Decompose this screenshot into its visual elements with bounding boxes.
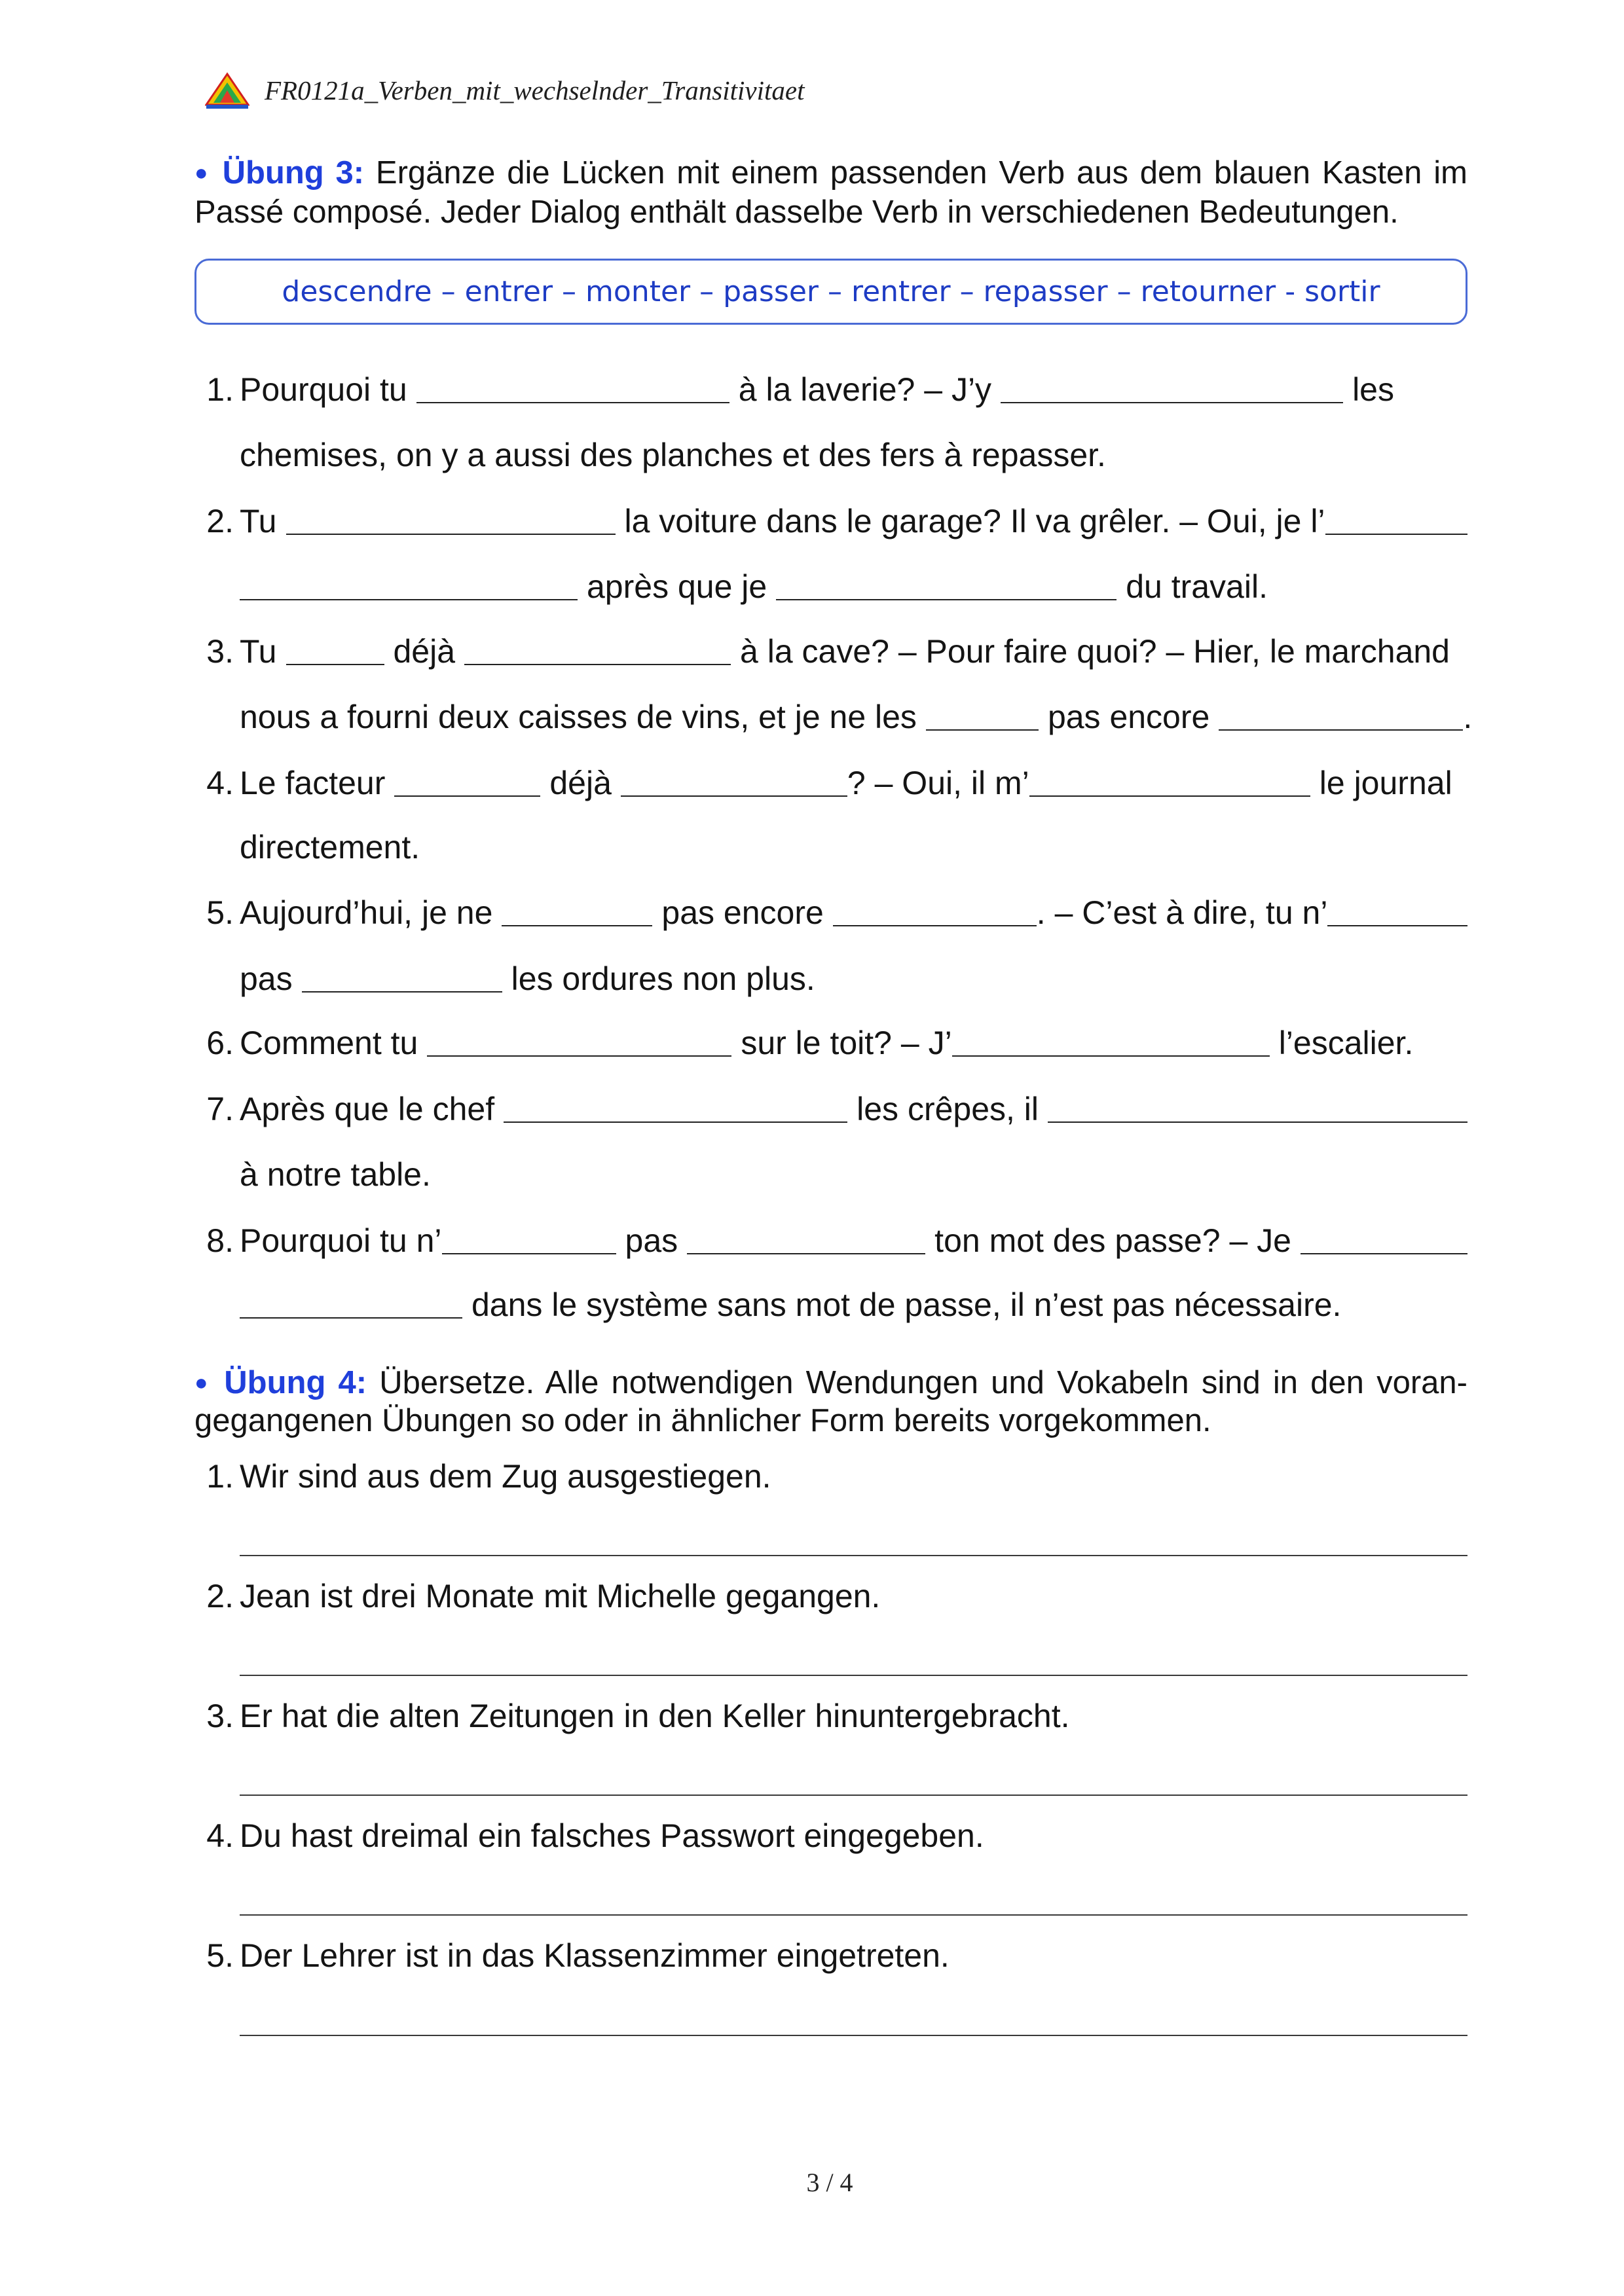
item-text: l’escalier. bbox=[1278, 1025, 1414, 1061]
translation-sentence bbox=[240, 1816, 984, 1855]
item-text: Après que le chef bbox=[240, 1091, 495, 1127]
translation-sentence bbox=[240, 1936, 950, 1975]
item-text: après que je bbox=[587, 568, 767, 605]
answer-blank bbox=[1301, 1253, 1467, 1254]
exercise4-instruction-1: Übersetze. Alle notwendigen Wendungen und Vokabeln sind in den voran- bbox=[379, 1365, 1467, 1400]
answer-blank bbox=[442, 1253, 616, 1254]
item-text: Le facteur bbox=[240, 765, 386, 801]
item-text: Tu bbox=[240, 503, 277, 539]
item-number: 4. bbox=[206, 765, 234, 801]
item-text: pas encore bbox=[661, 894, 824, 931]
answer-blank bbox=[416, 402, 729, 403]
item-5-line-2 bbox=[240, 959, 815, 998]
verb-box bbox=[194, 259, 1467, 325]
item-1-line-1 bbox=[240, 370, 1394, 409]
item-text: sur le toit? – J’ bbox=[741, 1025, 952, 1061]
item-text: Er hat die alten Zeitungen in den Keller hinuntergebracht. bbox=[240, 1698, 1070, 1734]
answer-blank bbox=[833, 925, 1037, 926]
exercise4-instruction-2: gegangenen Übungen so oder in ähnlicher Form bereits vorgekommen. bbox=[194, 1403, 1211, 1438]
item-number: 2. bbox=[206, 503, 234, 539]
translation-sentence bbox=[240, 1457, 771, 1496]
answer-blank bbox=[1325, 534, 1467, 535]
answer-blank bbox=[502, 925, 652, 926]
answer-blank bbox=[1001, 402, 1343, 403]
item-number: 1. bbox=[206, 371, 234, 408]
item-text: chemises, on y a aussi des planches et des fers à repasser. bbox=[240, 437, 1106, 473]
exercise4-label: Übung 4: bbox=[224, 1365, 367, 1400]
answer-blank bbox=[240, 1317, 462, 1319]
item-3-line-2 bbox=[240, 697, 1472, 737]
answer-blank bbox=[1219, 729, 1463, 731]
item-number: 8. bbox=[206, 1222, 234, 1259]
exercise4-heading-line1 bbox=[194, 1364, 1467, 1405]
page-number: 3 / 4 bbox=[806, 2168, 853, 2197]
item-text: déjà bbox=[393, 633, 456, 670]
item-number: 4. bbox=[206, 1817, 234, 1854]
answer-blank bbox=[1029, 795, 1310, 797]
answer-blank bbox=[240, 599, 578, 600]
item-text: pas encore bbox=[1047, 699, 1210, 735]
item-number: 5. bbox=[206, 1937, 234, 1974]
bullet-icon: ● bbox=[194, 1370, 212, 1395]
item-text: à la laverie? – J’y bbox=[738, 371, 992, 408]
answer-blank bbox=[427, 1055, 731, 1057]
item-text: Aujourd’hui, je ne bbox=[240, 894, 493, 931]
item-text: ton mot des passe? – Je bbox=[934, 1222, 1291, 1259]
item-text: Comment tu bbox=[240, 1025, 418, 1061]
item-5-line-1 bbox=[240, 893, 1467, 932]
item-text: Pourquoi tu bbox=[240, 371, 407, 408]
answer-blank bbox=[952, 1055, 1270, 1057]
item-number: 2. bbox=[206, 1578, 234, 1614]
answer-blank bbox=[302, 991, 502, 993]
answer-blank bbox=[687, 1253, 925, 1254]
answer-blank bbox=[926, 729, 1039, 731]
item-text: la voiture dans le garage? Il va grêler. – Oui, je l’ bbox=[624, 503, 1325, 539]
item-text: les bbox=[1352, 371, 1394, 408]
item-text: Der Lehrer ist in das Klassenzimmer eingetreten. bbox=[240, 1937, 950, 1974]
item-text: le journal bbox=[1319, 765, 1452, 801]
answer-blank bbox=[1048, 1121, 1467, 1123]
item-7-line-1 bbox=[240, 1089, 1467, 1129]
item-number: 3. bbox=[206, 1698, 234, 1734]
item-number: 3. bbox=[206, 633, 234, 670]
item-text: du travail. bbox=[1126, 568, 1268, 605]
item-3-line-1 bbox=[240, 632, 1450, 671]
item-text: Pourquoi tu n’ bbox=[240, 1222, 442, 1259]
item-8-line-1 bbox=[240, 1221, 1467, 1260]
item-4-line-2 bbox=[240, 828, 420, 867]
item-number: 7. bbox=[206, 1091, 234, 1127]
answer-line bbox=[240, 1675, 1467, 1676]
exercise3-label: Übung 3: bbox=[222, 155, 365, 191]
answer-blank bbox=[286, 664, 384, 665]
item-text: Du hast dreimal ein falsches Passwort eingegeben. bbox=[240, 1817, 984, 1854]
translation-sentence bbox=[240, 1696, 1070, 1736]
item-text: les crêpes, il bbox=[857, 1091, 1039, 1127]
item-text: déjà bbox=[549, 765, 612, 801]
exercise3-heading-line2 bbox=[194, 193, 1467, 231]
answer-blank bbox=[1327, 925, 1467, 926]
item-8-line-2 bbox=[240, 1285, 1341, 1324]
item-text: à la cave? – Pour faire quoi? – Hier, le marchand bbox=[740, 633, 1450, 670]
item-text: nous a fourni deux caisses de vins, et je ne les bbox=[240, 699, 917, 735]
item-text: Tu bbox=[240, 633, 277, 670]
exercise3-instruction-1: Ergänze die Lücken mit einem passenden Verb aus dem blauen Kasten im bbox=[375, 155, 1467, 191]
answer-line bbox=[240, 1555, 1467, 1556]
answer-line bbox=[240, 1914, 1467, 1916]
verb-list: descendre – entrer – monter – passer – rentrer – repasser – retourner - sortir bbox=[282, 275, 1380, 308]
item-text: directement. bbox=[240, 829, 420, 866]
document-filename: FR0121a_Verben_mit_wechselnder_Transitivitaet bbox=[265, 75, 805, 105]
item-text: . – C’est à dire, tu n’ bbox=[1036, 894, 1328, 931]
item-text: Jean ist drei Monate mit Michelle gegangen. bbox=[240, 1578, 881, 1614]
item-number: 5. bbox=[206, 894, 234, 931]
item-1-line-2 bbox=[240, 435, 1106, 475]
exercise3-heading-line1 bbox=[194, 154, 1467, 195]
item-4-line-1 bbox=[240, 763, 1452, 803]
bullet-icon: ● bbox=[194, 160, 211, 185]
exercise4-heading-line2 bbox=[194, 1402, 1467, 1440]
answer-blank bbox=[621, 795, 847, 797]
item-2-line-2 bbox=[240, 567, 1268, 606]
answer-line bbox=[240, 2035, 1467, 2036]
answer-blank bbox=[286, 534, 616, 535]
item-text: dans le système sans mot de passe, il n’est pas nécessaire. bbox=[471, 1286, 1342, 1323]
answer-blank bbox=[504, 1121, 847, 1123]
item-text: pas bbox=[625, 1222, 678, 1259]
item-text: . bbox=[1463, 699, 1473, 735]
translation-sentence bbox=[240, 1576, 880, 1616]
item-number: 6. bbox=[206, 1025, 234, 1061]
item-text: à notre table. bbox=[240, 1156, 431, 1193]
answer-blank bbox=[464, 664, 731, 665]
tent-logo-icon bbox=[205, 72, 249, 110]
item-7-line-2 bbox=[240, 1155, 431, 1194]
answer-blank bbox=[394, 795, 540, 797]
item-text: Wir sind aus dem Zug ausgestiegen. bbox=[240, 1458, 771, 1495]
exercise3-instruction-2: Passé composé. Jeder Dialog enthält dasselbe Verb in verschiedenen Bedeutungen. bbox=[194, 194, 1399, 230]
answer-blank bbox=[776, 599, 1116, 600]
answer-line bbox=[240, 1795, 1467, 1796]
item-text: pas bbox=[240, 960, 293, 997]
item-2-line-1 bbox=[240, 501, 1467, 541]
item-text: les ordures non plus. bbox=[511, 960, 815, 997]
item-number: 1. bbox=[206, 1458, 234, 1495]
item-6-line-1 bbox=[240, 1023, 1413, 1063]
item-text: ? – Oui, il m’ bbox=[847, 765, 1029, 801]
